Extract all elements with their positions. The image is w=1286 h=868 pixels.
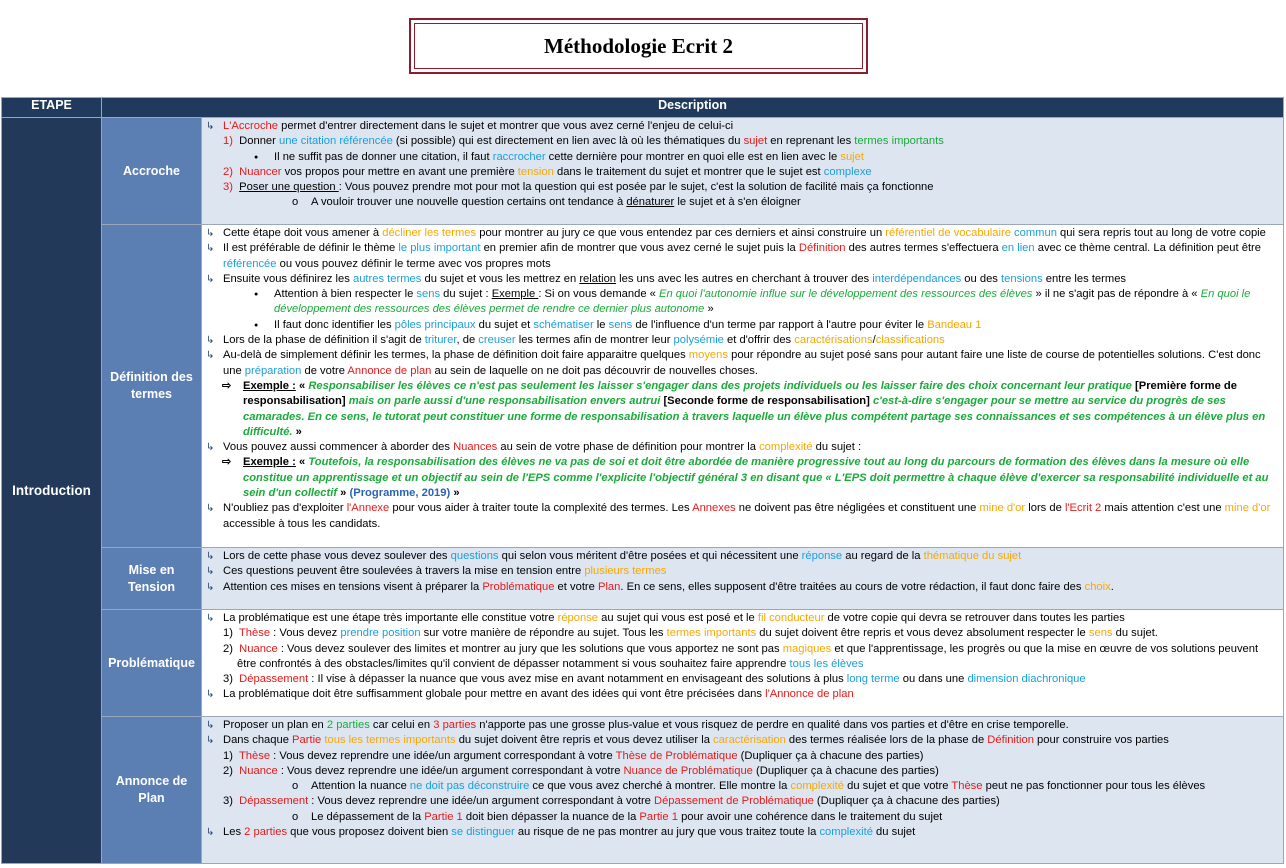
section-mise-en-tension: Mise en Tension <box>102 548 202 610</box>
section-annonce-de-plan: Annonce de Plan <box>102 717 202 864</box>
header-description: Description <box>102 98 1284 118</box>
section-accroche: Accroche <box>102 118 202 225</box>
section-definition: Définition des termes <box>102 225 202 548</box>
desc-definition: ↳ Cette étape doit vous amener à décliner les termes pour montrer au jury ce que vous entendez par ces derniers et ainsi construire un référentiel de vocabulaire commun qui sera repris tout au long de votre copie ↳ Il est préférable de définir le thème le plus important en premier afin de montrer que vous avez cerné le sujet puis la Définition des autres termes s'effectuera en lien avec ce thème central. La définition peut être référencée ou vous pouvez définir le terme avec vos propres mots ↳ Ensuite vous définirez les autres termes du sujet et vous les mettrez en relation les uns avec les autres en cherchant à trouver des interdépendances ou des tensions entre les termes ● Attention à bien respecter le sens du sujet : Exemple : Si on vous demande « En quoi l'autonomie influe sur le développement des ressources des élèves » il ne s'agit pas de répondre à « En quoi le développement des ressources des élèves permet de rendre ce dernier plus autonome » ● Il faut donc identifier les pôles principaux du sujet et schématiser le sens de l'influence d'un terme par rapport à l'autre pour éviter le Bandeau 1 ↳ Lors de la phase de définition il s'agit de triturer, de creuser les termes afin de montrer leur polysémie et d'offrir des caractérisations/classifications ↳ Au-delà de simplement définir les termes, la phase de définition doit faire apparaitre quelques moyens pour répondre au sujet posé sans pour autant faire une liste de course de potentielles solutions. C'est donc une préparation de votre Annonce de plan au sein de laquelle on ne doit pas découvrir de nouvelles choses. ⇨ Exemple : « Responsabiliser les élèves ce n'est pas seulement les laisser s'engager dans des projets individuels ou les laisser faire des choix concernant leur pratique [Première forme de responsabilisation] mais on parle aussi d'une responsabilisation envers autrui [Seconde forme de responsabilisation] c'est-à-dire s'engager pour se mettre au service du progrès de ses camarades. En ce sens, le tutorat peut constituer une forme de responsabilisation à travers laquelle un élève plus compétent partage ses connaissances et ses compétences à un élève plus en difficulté. » ↳ Vous pouvez aussi commencer à aborder des Nuances au sein de votre phase de définition pour montrer la complexité du sujet : ⇨ Exemple : « Toutefois, la responsabilisation des élèves ne va pas de soi et doit être abordée de manière progressive tout au long du parcours de formation des élèves dans la mesure où elle constitue un apprentissage et un objectif au sein de l'EPS comme l'explicite l'objectif général 3 en disant que « L'EPS doit permettre à chaque élève d'exercer sa responsabilité individuelle et au sein d'un collectif » (Programme, 2019) » ↳ N'oubliez pas d'exploiter l'Annexe pour vous aider à traiter toute la complexité des termes. Les Annexes ne doivent pas être négligées et constituent une mine d'or lors de l'Ecrit 2 mais attention c'est une mine d'or accessible à tous les candidats. <box>202 225 1284 548</box>
desc-mise-en-tension: ↳ Lors de cette phase vous devez soulever des questions qui selon vous méritent d'être posées et qui nécessitent une réponse au regard de la thématique du sujet ↳ Ces questions peuvent être soulevées à travers la mise en tension entre plusieurs termes ↳ Attention ces mises en tensions visent à préparer la Problématique et votre Plan. En ce sens, elles supposent d'être traitées au cours de votre rédaction, il faut donc faire des choix. <box>202 548 1284 610</box>
etape-introduction: Introduction <box>2 118 102 864</box>
desc-annonce-de-plan: ↳ Proposer un plan en 2 parties car celui en 3 parties n'apporte pas une grosse plus-value et vous risquez de perdre en qualité dans vos parties et d'être en crise temporelle. ↳ Dans chaque Partie tous les termes importants du sujet doivent être repris et vous devez utiliser la caractérisation des termes réalisée lors de la phase de Définition pour construire vos parties 1) Thèse : Vous devez reprendre une idée/un argument correspondant à votre Thèse de Problématique (Dupliquer ça à chacune des parties) 2) Nuance : Vous devez reprendre une idée/un argument correspondant à votre Nuance de Problématique (Dupliquer ça à chacune des parties) o Attention la nuance ne doit pas déconstruire ce que vous avez cherché à montrer. Elle montre la complexité du sujet et que votre Thèse peut ne pas fonctionner pour tous les élèves 3) Dépassement : Vous devez reprendre une idée/un argument correspondant à votre Dépassement de Problématique (Dupliquer ça à chacune des parties) o Le dépassement de la Partie 1 doit bien dépasser la nuance de la Partie 1 pour avoir une cohérence dans le traitement du sujet ↳ Les 2 parties que vous proposez doivent bien se distinguer au risque de ne pas montrer au jury que vous traitez toute la complexité du sujet <box>202 717 1284 864</box>
section-problematique: Problématique <box>102 610 202 717</box>
document-title: Méthodologie Ecrit 2 <box>414 23 863 69</box>
header-etape: ETAPE <box>2 98 102 118</box>
desc-accroche: ↳ L'Accroche permet d'entrer directement dans le sujet et montrer que vous avez cerné l'enjeu de celui-ci 1) Donner une citation référencée (si possible) qui est directement en lien avec là où les thématiques du sujet en reprenant les termes importants ● Il ne suffit pas de donner une citation, il faut raccrocher cette dernière pour montrer en quoi elle est en lien avec le sujet 2) Nuancer vos propos pour mettre en avant une première tension dans le traitement du sujet et montrer que le sujet est complexe 3) Poser une question : Vous pouvez prendre mot pour mot la question qui est posée par le sujet, c'est la solution de facilité mais ça fonctionne o A vouloir trouver une nouvelle question certains ont tendance à dénaturer le sujet et à s'en éloigner <box>202 118 1284 225</box>
methodology-table <box>1 97 1284 864</box>
document-title-box <box>409 18 868 74</box>
desc-problematique: ↳ La problématique est une étape très importante elle constitue votre réponse au sujet qui vous est posé et le fil conducteur de votre copie qui devra se retrouver dans toutes les parties 1) Thèse : Vous devez prendre position sur votre manière de répondre au sujet. Tous les termes importants du sujet doivent être repris et vous devez absolument respecter le sens du sujet. 2) Nuance : Vous devez soulever des limites et montrer au jury que les solutions que vous apportez ne sont pas magiques et que l'apprentissage, les progrès ou que la mise en œuvre de vos solutions peuvent être confrontés à des obstacles/limites qu'il convient de dépasser notamment si vous souhaitez faire apprendre tous les élèves 3) Dépassement : Il vise à dépasser la nuance que vous avez mise en avant notamment en envisageant des solutions à plus long terme ou dans une dimension diachronique ↳ La problématique doit être suffisamment globale pour mettre en avant des idées qui vont être précisées dans l'Annonce de plan <box>202 610 1284 717</box>
